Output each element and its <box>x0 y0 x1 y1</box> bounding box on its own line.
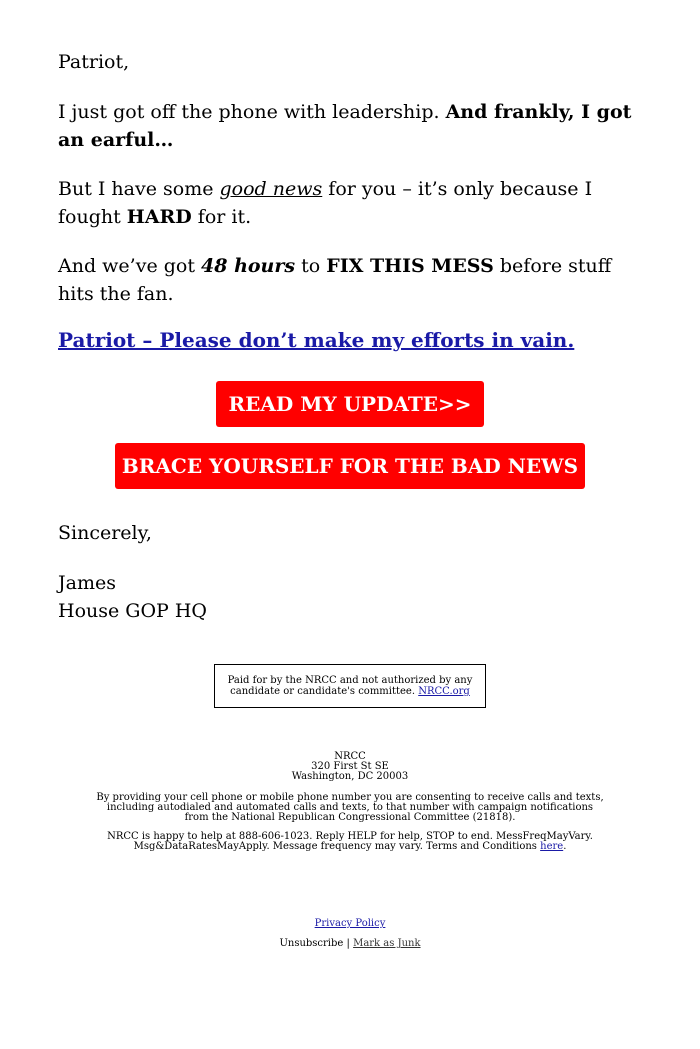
signoff: Sincerely, <box>58 522 152 544</box>
help-text-end: . <box>563 841 567 852</box>
paid-for-disclaimer <box>214 664 486 708</box>
address-org: NRCC <box>334 751 366 762</box>
address-city: Washington, DC 20003 <box>291 771 409 782</box>
nrcc-link[interactable]: NRCC.org <box>418 686 470 697</box>
bad-news-button[interactable]: BRACE YOURSELF FOR THE BAD NEWS <box>115 443 585 489</box>
signature-org: House GOP HQ <box>58 600 208 622</box>
para3-text-1: And we’ve got <box>58 255 202 277</box>
paragraph-good-news <box>58 175 648 231</box>
terms-link[interactable]: here <box>540 841 564 852</box>
para2-text-1: But I have some <box>58 178 220 200</box>
footer-address <box>0 752 700 782</box>
address-street: 320 First St SE <box>311 761 389 772</box>
para2-text-3: for it. <box>191 206 252 228</box>
separator: | <box>346 938 350 949</box>
paragraph-phone-call <box>58 98 648 154</box>
read-update-button[interactable]: READ MY UPDATE>> <box>216 381 484 427</box>
disclaimer-text: Paid for by the NRCC and not authorized by any candidate or candidate's committee. <box>227 675 473 697</box>
paragraph-deadline <box>58 252 648 308</box>
privacy-policy-link[interactable]: Privacy Policy <box>314 918 386 929</box>
sms-consent-text: By providing your cell phone or mobile phone number you are consenting to receive calls and texts, including autodialed and automated calls and texts, to that number with campaign notifications from the National Republican Congressional Committee (21818). <box>96 792 604 823</box>
para1-text: I just got off the phone with leadership. <box>58 101 446 123</box>
mark-as-junk-link[interactable]: Mark as Junk <box>353 938 421 949</box>
para3-text-3: before stuff hits the fan. <box>58 255 612 305</box>
para3-emphasis: 48 hours <box>201 255 296 277</box>
unsubscribe-row <box>0 938 700 949</box>
para1-bold: And frankly, I got an earful… <box>58 101 632 151</box>
signature-name: James <box>58 572 116 594</box>
help-text <box>95 832 605 852</box>
privacy-row <box>0 918 700 929</box>
unsubscribe-link[interactable]: Unsubscribe <box>279 938 344 949</box>
para2-bold: HARD <box>126 206 192 228</box>
para3-bold: FIX THIS MESS <box>326 255 494 277</box>
greeting: Patriot, <box>58 51 130 73</box>
para3-text-2: to <box>295 255 327 277</box>
help-text-body: NRCC is happy to help at 888-606-1023. Reply HELP for help, STOP to end. MessFreqMayVary. Msg&DataRatesMayApply. Message frequency may vary. Terms and Conditions <box>107 831 593 852</box>
para2-text-2: for you – it’s only because I fought <box>58 178 593 228</box>
para2-emphasis: good news <box>219 178 323 200</box>
cta-link[interactable]: Patriot – Please don’t make my efforts in vain. <box>58 328 575 352</box>
